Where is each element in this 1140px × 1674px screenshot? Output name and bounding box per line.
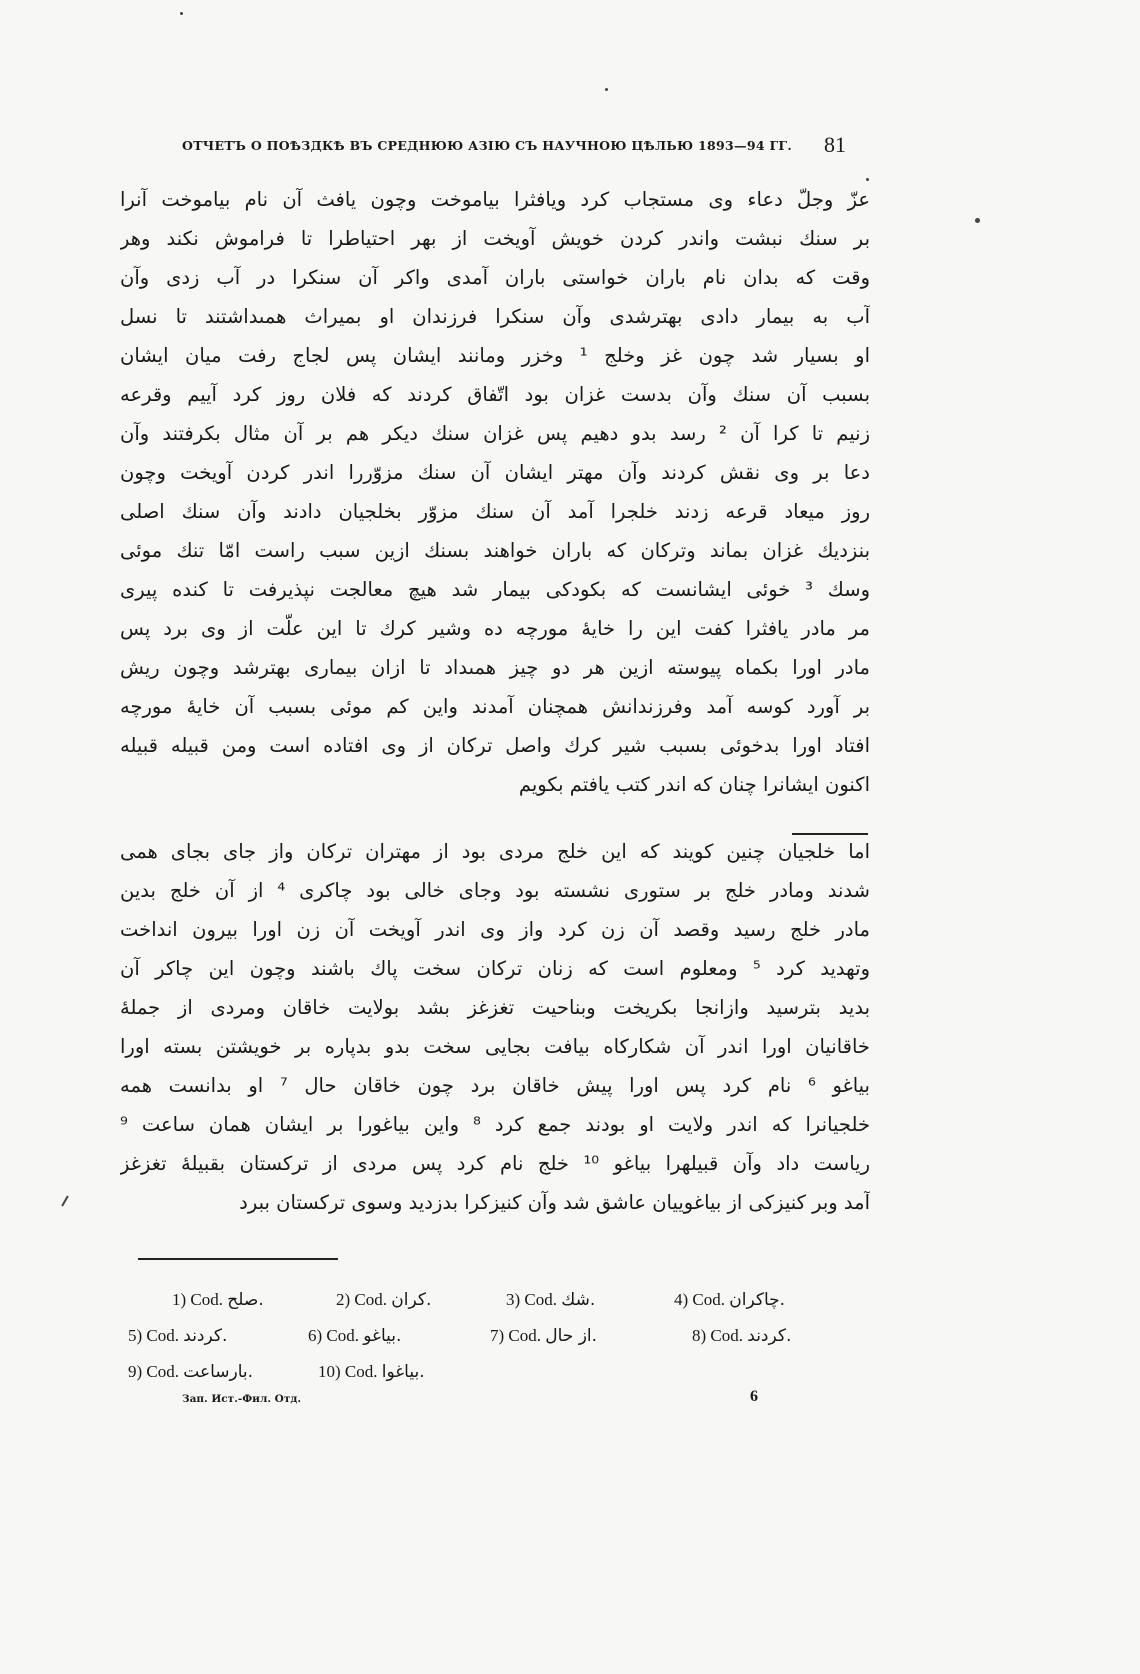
footnote: 2) Cod. كران. [336,1290,432,1310]
footnote-rule [138,1258,338,1260]
text-line: وقت كه بدان نام باران خواستى باران آمدى واكر آن سنكرا در آب زدى وآن [120,266,870,289]
text-line: بياغو ⁶ نام كرد پس اورا پيش خاقان برد چون خاقان حال ⁷ او بدانست همه [120,1074,870,1097]
text-line: عزّ وجلّ دعاء وى مستجاب كرد ويافثرا بياموخت وچون يافث آن نام بياموخت آنرا [120,188,870,211]
scan-speck [180,12,183,15]
text-line: آمد وبر كنيزكى از بياغوييان عاشق شد وآن كنيزكرا بدزديد وسوى تركستان ببرد [239,1191,870,1214]
scan-speck [605,88,608,91]
footnote: 7) Cod. از حال. [490,1326,598,1346]
text-line: رياست داد وآن قبيلهرا بياغو ¹⁰ خلج نام كرد پس مردى از تركستان بقبيلهٔ تغزغز [120,1152,870,1175]
text-line: بر آورد كوسه آمد وفرزندانش همچنان آمدند واين كم موئى بسبب آن خايهٔ مورچه [120,695,870,718]
text-line: او بسيار شد چون غز وخلج ¹ وخزر ومانند ايشان پس لجاج رفت ميان ايشان [120,344,870,367]
text-line: اما خلجيان چنين كويند كه اين خلج مردى بود از مهتران تركان واز جاى بجاى همى [120,840,870,863]
text-line: بر سنك نبشت واندر كردن خويش آويخت از بهر احتياطرا تا فراموش نكند وهر [120,227,870,250]
text-line: بديد بترسيد وازانجا بكريخت وبناحيت تغزغز بشد بولايت خاقان ومردى از جملهٔ [120,996,870,1019]
text-line: شدند ومادر خلج بر ستورى نشسته بود وجاى خالى بود چاكرى ⁴ از آن خلج بدين [120,879,870,902]
text-line: آب به بيمار دادى بهترشدى وآن سنكرا فرزندان او بميراث همىداشتند تا نسل [120,305,870,328]
footnote: 4) Cod. چاكران. [674,1290,786,1310]
sheet-number: 6 [750,1388,758,1405]
footnote: 9) Cod. بارساعت. [128,1362,254,1382]
text-line: بسبب آن سنك وآن بدست غزان بود اتّفاق كردند كه فلان روز كرد آييم وقرعه [120,383,870,406]
text-line: بنزديك غزان بماند وتركان كه باران خواهند بسنك ازين سبب راست امّا تنك موئى [120,539,870,562]
footnotes [128,1290,880,1398]
running-title: ОТЧЕТЪ О ПОѢЗДКѢ ВЪ СРЕДНЮЮ АЗІЮ СЪ НАУЧНОЮ ЦѢЛЬЮ 1893—94 ГГ. [182,138,793,153]
paragraph-2 [120,832,870,1222]
footnote: 8) Cod. كردند. [692,1326,792,1346]
text-line: وسك ³ خوئى ايشانست كه بكودكى بيمار شد هيچ معالجت نپذيرفت تا كنده پيرى [120,578,870,601]
signature-mark: Зап. Ист.-Фил. Отд. [182,1393,301,1405]
footnote: 10) Cod. بياغوا. [318,1362,425,1382]
text-line: مر مادر يافثرا كفت اين را خايهٔ مورچه ده وشير كرك تا اين علّت از وى برد پس [120,617,870,640]
footnote: 3) Cod. شك. [506,1290,596,1310]
text-line: زنيم تا كرا آن ² رسد بدو دهيم پس غزان سنك ديكر هم بر آن مثال بكرفتند وآن [120,422,870,445]
text-line: مادر خلج رسيد وقصد آن زن كرد واز وى اندر آويخت آن زن اورا بيرون انداخت [120,918,870,941]
text-line: مادر اورا بكماه پيوسته ازين هر دو چيز همىداد تا ازان بيمارى بهترشد وچون ريش [120,656,870,679]
page-number: 81 [824,132,846,157]
text-line: اكنون ايشانرا چنان كه اندر كتب يافتم بكويم [518,773,870,796]
scan-speck [866,178,869,181]
paragraph-1 [120,180,870,804]
text-line: خلجيانرا كه اندر ولايت او بودند جمع كرد ⁸ واين بياغورا بر ايشان همان ساعت ⁹ [120,1113,870,1136]
scan-speck [975,218,980,223]
footnote: 1) Cod. صلح. [172,1290,264,1310]
text-line: دعا بر وى نقش كردند وآن مهتر ايشان آن سنك مزوّررا اندر كردن آويخت وچون [120,461,870,484]
text-line: وتهديد كرد ⁵ ومعلوم است كه زنان تركان سخت پاك باشند وچون اين چاكر آن [120,957,870,980]
scan-speck [61,1195,69,1206]
text-line: افتاد اورا بدخوئى بسبب شير كرك واصل تركان از وى افتاده است ومن قبيله قبيله [120,734,870,757]
footnote: 6) Cod. بياغو. [308,1326,402,1346]
footnote: 5) Cod. كردند. [128,1326,228,1346]
text-line: خاقانيان اورا اندر آن شكاركاه بيافت بجايى سخت بدو بدپاره بر خويشتن بسته اورا [120,1035,870,1058]
text-line: روز ميعاد قرعه زدند خلجرا آمد آن سنك مزوّر بخلجيان دادند وآن سنك اصلى [120,500,870,523]
